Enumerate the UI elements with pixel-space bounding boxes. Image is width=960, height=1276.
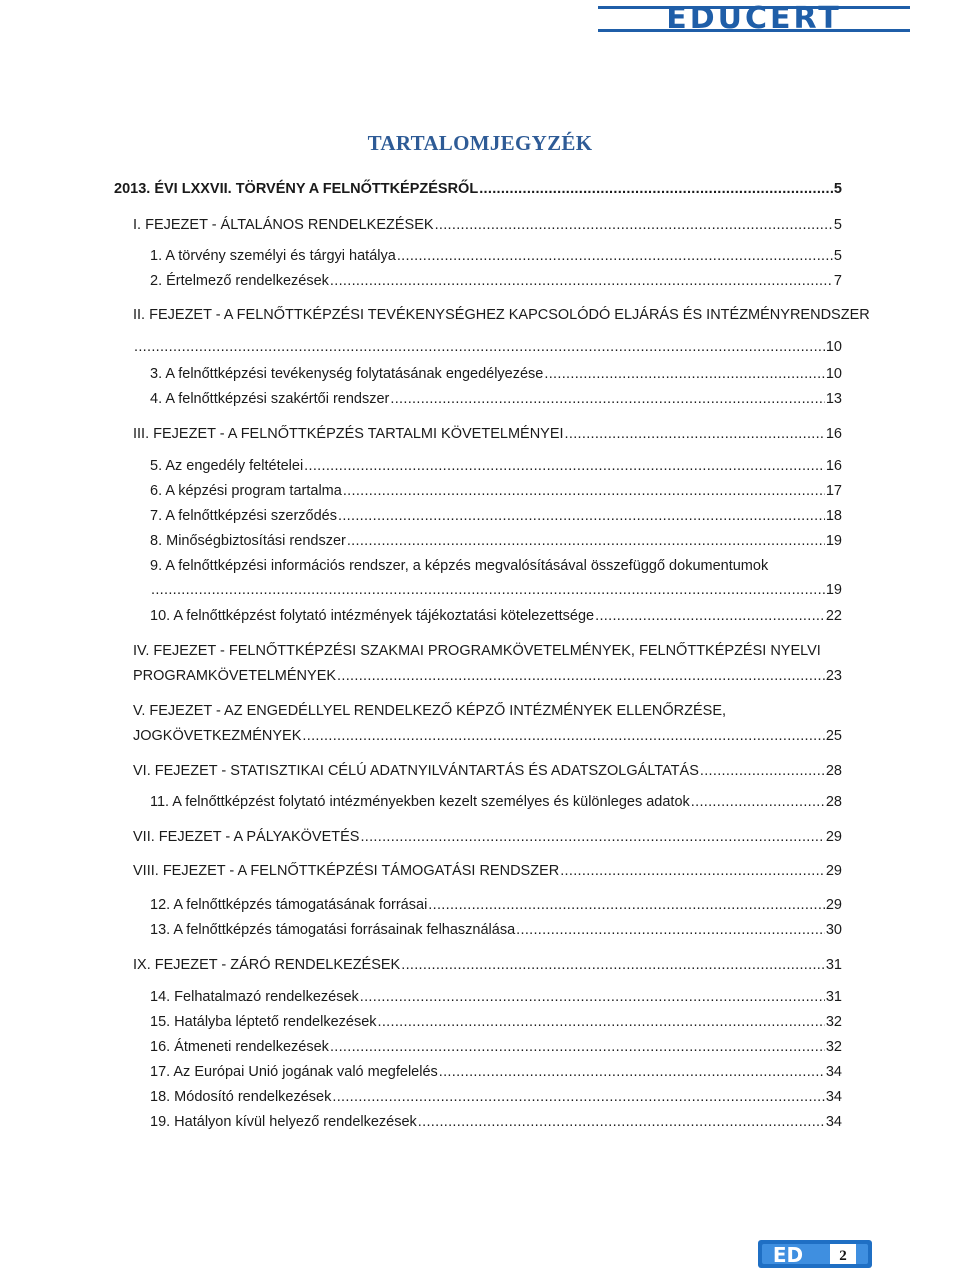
toc-entry-label: 13. A felnőttképzés támogatási forrásainak felhasználása	[150, 922, 516, 938]
toc-entry-label: 7. A felnőttképzési szerződés	[150, 508, 337, 524]
toc-entry-page: 22	[825, 608, 842, 624]
toc-entry[interactable]	[150, 1012, 842, 1032]
toc-leader-dots	[330, 271, 833, 291]
toc-entry[interactable]	[150, 531, 842, 551]
toc-entry-page: 5	[833, 217, 842, 233]
toc-entry-label: 19. Hatályon kívül helyező rendelkezések	[150, 1114, 417, 1130]
toc-entry-page: 34	[825, 1114, 842, 1130]
toc-entry-page: 10	[825, 366, 842, 382]
toc-entry[interactable]	[150, 271, 842, 291]
toc-entry-label: V. FEJEZET - AZ ENGEDÉLLYEL RENDELKEZŐ KÉPZŐ INTÉZMÉNYEK ELLENŐRZÉSE,	[133, 703, 727, 719]
toc-entry[interactable]	[150, 1037, 842, 1057]
toc-entry-label: 9. A felnőttképzési információs rendszer, a képzés megvalósításával összefüggő dokumentumok	[150, 558, 769, 574]
toc-entry-page: 31	[825, 957, 842, 973]
toc-entry-label: 4. A felnőttképzési szakértői rendszer	[150, 391, 390, 407]
toc-entry[interactable]	[150, 987, 842, 1007]
toc-entry[interactable]	[150, 481, 842, 501]
toc-title: TARTALOMJEGYZÉK	[367, 131, 593, 155]
toc-entry-page: 34	[825, 1064, 842, 1080]
footer-logo	[758, 1238, 872, 1270]
toc-leader-dots	[428, 895, 825, 915]
toc-leader-dots	[397, 246, 833, 266]
toc-leader-dots	[360, 827, 824, 847]
toc-entry-page: 25	[825, 728, 842, 744]
toc-leader-dots	[418, 1112, 825, 1132]
toc-leader-dots	[304, 456, 825, 476]
educert-logo	[598, 4, 910, 34]
toc-entry-page: 16	[825, 458, 842, 474]
toc-entry-page: 29	[825, 829, 842, 845]
toc-leader-dots	[691, 792, 825, 812]
toc-entry[interactable]	[150, 1112, 842, 1132]
toc-entry-label: 18. Módosító rendelkezések	[150, 1089, 332, 1105]
toc-entry-page: 34	[825, 1089, 842, 1105]
page-number: 2	[839, 1248, 847, 1264]
toc-entry-page: 32	[825, 1014, 842, 1030]
toc-entry-page: 29	[825, 863, 842, 879]
toc-entry-page: 28	[825, 794, 842, 810]
toc-entry[interactable]	[150, 389, 842, 409]
logo-text: EDUCERT	[666, 4, 842, 34]
toc-entry-page: 5	[833, 181, 842, 197]
toc-leader-dots	[378, 1012, 825, 1032]
toc-entry[interactable]	[133, 761, 842, 781]
toc-entry[interactable]	[150, 606, 842, 626]
toc-entry-label: I. FEJEZET - ÁLTALÁNOS RENDELKEZÉSEK	[133, 217, 434, 233]
toc-leader-dots	[544, 364, 824, 384]
toc-entry-label: VIII. FEJEZET - A FELNŐTTKÉPZÉSI TÁMOGATÁSI RENDSZER	[133, 863, 560, 879]
toc-entry-label-cont: PROGRAMKÖVETELMÉNYEK	[133, 668, 337, 684]
toc-leader-dots	[479, 179, 833, 199]
toc-leader-dots	[439, 1062, 825, 1082]
toc-leader-dots	[347, 531, 825, 551]
toc-entry-label: 14. Felhatalmazó rendelkezések	[150, 989, 359, 1005]
toc-entry-page: 17	[825, 483, 842, 499]
toc-leader-dots	[565, 424, 825, 444]
toc-entry[interactable]	[150, 246, 842, 266]
toc-entry[interactable]	[133, 701, 842, 746]
toc-entry-page: 29	[825, 897, 842, 913]
toc-entry-label: 3. A felnőttképzési tevékenység folytatásának engedélyezése	[150, 366, 544, 382]
toc-leader-dots	[151, 580, 825, 600]
toc-leader-dots	[302, 726, 824, 746]
toc-leader-dots	[134, 337, 825, 357]
toc-entry-page: 31	[825, 989, 842, 1005]
toc-entry[interactable]	[150, 895, 842, 915]
toc-entry-page: 13	[825, 391, 842, 407]
toc-entry-label: 5. Az engedély feltételei	[150, 458, 304, 474]
toc-entry-label-cont: JOGKÖVETKEZMÉNYEK	[133, 728, 302, 744]
toc-entry[interactable]	[150, 456, 842, 476]
toc-entry[interactable]	[133, 827, 842, 847]
toc-entry[interactable]	[150, 920, 842, 940]
toc-entry-page: 7	[833, 273, 842, 289]
toc-entry[interactable]	[150, 556, 842, 600]
footer-logo-text: ED	[772, 1243, 804, 1267]
toc-entry[interactable]	[133, 641, 842, 686]
toc-entry-page: 10	[825, 339, 842, 355]
toc-entry-label: VII. FEJEZET - A PÁLYAKÖVETÉS	[133, 829, 360, 845]
toc-leader-dots	[595, 606, 825, 626]
toc-entry-label: 16. Átmeneti rendelkezések	[150, 1039, 329, 1055]
toc-entry-label: 6. A képzési program tartalma	[150, 483, 342, 499]
toc-entry-page: 16	[825, 426, 842, 442]
toc-entry-label: III. FEJEZET - A FELNŐTTKÉPZÉS TARTALMI KÖVETELMÉNYEI	[133, 426, 564, 442]
toc-entry-label: 11. A felnőttképzést folytató intézményekben kezelt személyes és különleges adatok	[150, 794, 690, 810]
toc-leader-dots	[700, 761, 825, 781]
toc-entry[interactable]	[133, 424, 842, 444]
toc-entry[interactable]	[133, 861, 842, 881]
toc-leader-dots	[330, 1037, 825, 1057]
toc-entry-label: IX. FEJEZET - ZÁRÓ RENDELKEZÉSEK	[133, 957, 401, 973]
toc-leader-dots	[343, 481, 825, 501]
toc-entry-page: 19	[825, 582, 842, 598]
toc-leader-dots	[560, 861, 825, 881]
toc-entry-label: 10. A felnőttképzést folytató intézmények tájékoztatási kötelezettsége	[150, 608, 595, 624]
toc-leader-dots	[516, 920, 825, 940]
toc-entry-label: VI. FEJEZET - STATISZTIKAI CÉLÚ ADATNYILVÁNTARTÁS ÉS ADATSZOLGÁLTATÁS	[133, 763, 699, 779]
toc-entry[interactable]	[133, 305, 870, 357]
toc-entry-page: 23	[825, 668, 842, 684]
toc-entry[interactable]	[150, 792, 842, 812]
toc-entry-page: 19	[825, 533, 842, 549]
toc-entry[interactable]	[133, 215, 842, 235]
toc-entry-label: 12. A felnőttképzés támogatásának forrásai	[150, 897, 428, 913]
toc-leader-dots	[337, 666, 825, 686]
toc-entry[interactable]	[114, 179, 842, 199]
toc-entry-page: 18	[825, 508, 842, 524]
toc-leader-dots	[390, 389, 824, 409]
toc-entry-label: 8. Minőségbiztosítási rendszer	[150, 533, 346, 549]
toc-leader-dots	[435, 215, 833, 235]
toc-entry-label: 15. Hatályba léptető rendelkezések	[150, 1014, 377, 1030]
toc-entry-label: IV. FEJEZET - FELNŐTTKÉPZÉSI SZAKMAI PROGRAMKÖVETELMÉNYEK, FELNŐTTKÉPZÉSI NYELVI	[133, 643, 821, 659]
toc-entry-label: 1. A törvény személyi és tárgyi hatálya	[150, 248, 396, 264]
toc-leader-dots	[332, 1087, 825, 1107]
toc-entry-page: 5	[833, 248, 842, 264]
toc-leader-dots	[338, 506, 825, 526]
toc-entry-page: 30	[825, 922, 842, 938]
toc-leader-dots	[401, 955, 825, 975]
toc-entry[interactable]	[150, 506, 842, 526]
toc-entry-page: 28	[825, 763, 842, 779]
toc-entry-page: 32	[825, 1039, 842, 1055]
toc-entry[interactable]	[150, 1062, 842, 1082]
toc-leader-dots	[360, 987, 825, 1007]
toc-entry[interactable]	[150, 364, 842, 384]
toc-entry-label: 2013. ÉVI LXXVII. TÖRVÉNY A FELNŐTTKÉPZÉSRŐL	[114, 181, 479, 197]
toc-entry[interactable]	[150, 1087, 842, 1107]
toc-entry-label: 17. Az Európai Unió jogának való megfelelés	[150, 1064, 438, 1080]
toc-entry-label: 2. Értelmező rendelkezések	[150, 273, 329, 289]
toc-entry-label: II. FEJEZET - A FELNŐTTKÉPZÉSI TEVÉKENYSÉGHEZ KAPCSOLÓDÓ ELJÁRÁS ÉS INTÉZMÉNYRENDSZER	[133, 307, 870, 323]
toc-entry[interactable]	[133, 955, 842, 975]
